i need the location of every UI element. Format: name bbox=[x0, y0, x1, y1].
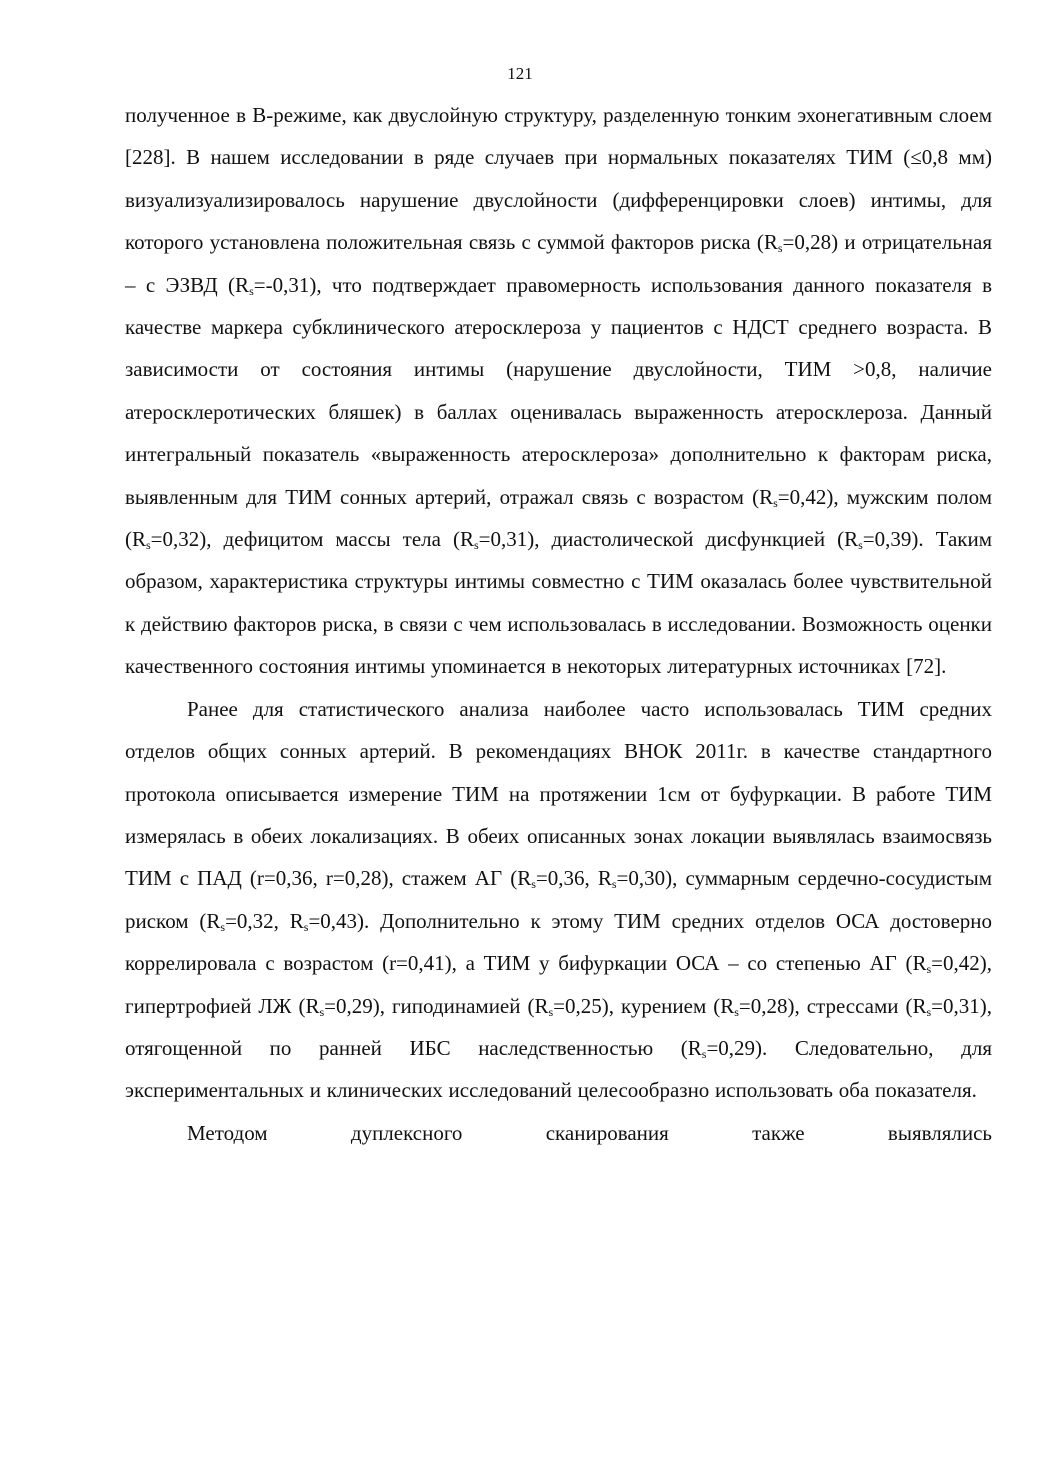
document-body bbox=[125, 94, 992, 1154]
subscript: s bbox=[531, 877, 536, 892]
subscript: s bbox=[303, 919, 309, 934]
text-run: =0,28), стрессами (R bbox=[738, 993, 927, 1018]
subscript: s bbox=[926, 962, 932, 977]
paragraph-intima-structure bbox=[125, 94, 992, 688]
text-run: =0,25), курением (R bbox=[553, 993, 735, 1018]
subscript: s bbox=[548, 1004, 554, 1019]
text-run: =0,32, R bbox=[225, 908, 304, 933]
text-run: =0,28) и отрицательная – с ЭЗВД (R bbox=[125, 230, 992, 297]
subscript: s bbox=[473, 538, 479, 553]
paragraph-tim-measurement bbox=[125, 688, 992, 1112]
text-run: =0,30), суммарным сердечно-сосудистым риском (R bbox=[125, 866, 992, 933]
subscript: s bbox=[249, 283, 254, 298]
text-run: =0,32), дефицитом массы тела (R bbox=[150, 527, 474, 552]
text-run: Методом дуплексного сканирования также выявлялись bbox=[187, 1120, 992, 1145]
subscript: s bbox=[773, 495, 778, 510]
text-run: =0,42), мужским полом (R bbox=[125, 484, 992, 552]
subscript: s bbox=[926, 1004, 932, 1019]
subscript: s bbox=[220, 919, 226, 934]
text-run: Ранее для статистического анализа наиболее часто использовалась ТИМ средних отделов общих сонных артерий. В рекомендациях ВНОК 2011г. в качестве стандартного протокола описывается измерение ТИМ на протяжении 1см от буфуркации. В работе ТИМ измерялась в обеих локализациях. В обеих описанных зонах локации выявлялась взаимосвязь ТИМ с ПАД (r=0,36, r=0,28), стажем АГ (R bbox=[125, 696, 992, 891]
subscript: s bbox=[777, 241, 783, 256]
text-run: =-0,31), что подтверждает правомерность использования данного показателя в качестве маркера субклинического атеросклероза у пациентов с НДСТ среднего возраста. В зависимости от состояния интимы (нарушение двуслойности, ТИМ >0,8, наличие атеросклеротических бляшек) в баллах оценивалась выраженность атеросклероза. Данный интегральный показатель «выраженность атеросклероза» дополнительно к факторам риска, выявленным для ТИМ сонных артерий, отражал связь с возрастом (R bbox=[125, 272, 992, 509]
text-run: =0,36, R bbox=[535, 866, 612, 891]
subscript: s bbox=[146, 538, 151, 553]
text-run: полученное в В-режиме, как двуслойную структуру, разделенную тонким эхонегативным слоем [228]. В нашем исследовании в ряде случаев при нормальных показателях ТИМ (≤0,8 мм) визуализуализировалось нарушение двуслойности (дифференцировки слоев) интимы, для которого установлена положительная связь с суммой факторов риска (R bbox=[125, 103, 992, 255]
text-run: =0,43). Дополнительно к этому ТИМ средних отделов ОСА достоверно коррелировала с возрастом (r=0,41), а ТИМ у бифуркации ОСА – со степенью АГ (R bbox=[125, 908, 992, 976]
text-run: =0,31), диастолической дисфункцией (R bbox=[478, 527, 859, 552]
subscript: s bbox=[319, 1004, 325, 1019]
paragraph-duplex-scanning bbox=[125, 1112, 992, 1154]
text-run: =0,42), гипертрофией ЛЖ (R bbox=[125, 951, 992, 1018]
subscript: s bbox=[611, 877, 617, 892]
text-run: =0,29), гиподинамией (R bbox=[324, 993, 549, 1018]
subscript: s bbox=[701, 1046, 707, 1061]
page-number: 121 bbox=[507, 64, 533, 83]
text-run: =0,31), отягощенной по ранней ИБС наследственностью (R bbox=[125, 993, 993, 1060]
subscript: s bbox=[858, 538, 863, 553]
text-run: =0,39). Таким образом, характеристика структуры интимы совместно с ТИМ оказалась более чувствительной к действию факторов риска, в связи с чем использовалась в исследовании. Возможность оценки качественного состояния интимы упоминается в некоторых литературных источниках [72]. bbox=[125, 527, 992, 679]
text-run: =0,29). Следовательно, для экспериментальных и клинических исследований целесообразно использовать оба показателя. bbox=[125, 1035, 992, 1103]
subscript: s bbox=[734, 1004, 739, 1019]
